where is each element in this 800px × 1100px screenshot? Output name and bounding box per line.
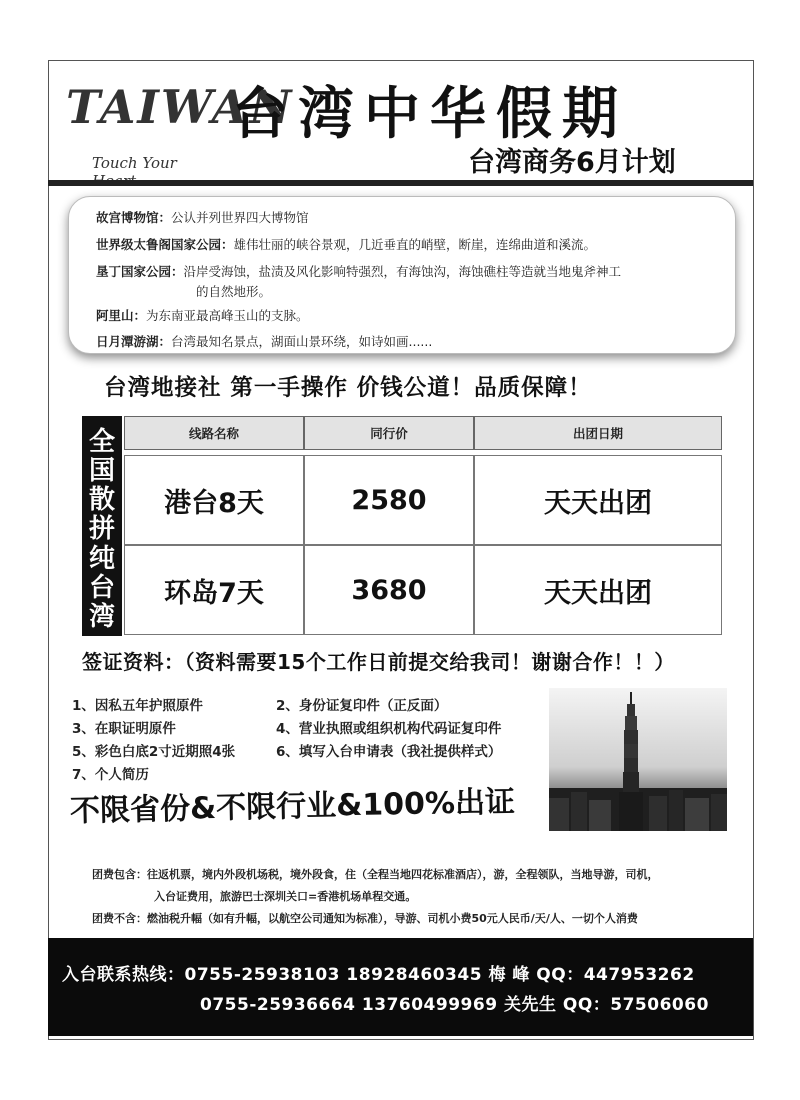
fee-include bbox=[92, 866, 659, 882]
fee-exclude-text: 燃油税升幅（如有升幅，以航空公司通知为标准），导游、司机小费50元人民币/天/人、一切个人消费 bbox=[147, 912, 638, 925]
attraction-desc: 雄伟壮丽的峡谷景观，几近垂直的峭壁，断崖，连绵曲道和溪流。 bbox=[233, 237, 597, 252]
attraction-item bbox=[96, 262, 621, 280]
attraction-name: 日月潭游湖： bbox=[96, 334, 172, 349]
visa-item: 4、营业执照或组织机构代码证复印件 bbox=[276, 721, 502, 737]
schedule-cell: 天天出团 bbox=[474, 455, 722, 545]
column-header-date: 出团日期 bbox=[474, 416, 722, 450]
fee-include-continued: 入台证费用，旅游巴士深圳关口=香港机场单程交通。 bbox=[154, 890, 417, 903]
route-cell: 港台8天 bbox=[124, 455, 304, 545]
taipei-101-photo bbox=[549, 688, 727, 831]
visa-item: 6、填写入台申请表（我社提供样式） bbox=[276, 744, 502, 760]
attraction-desc: 为东南亚最高峰玉山的支脉。 bbox=[146, 308, 309, 323]
contact-line: 入台联系热线：0755-25938103 18928460345 梅 峰 QQ：447953262 bbox=[62, 965, 695, 985]
fee-include-text: 往返机票，境内外段机场税，境外段食，住（全程当地四花标准酒店），游，全程领队，当地导游，司机， bbox=[147, 868, 659, 881]
visa-title: 签证资料：（资料需要15个工作日前提交给我司！谢谢合作！！） bbox=[82, 650, 675, 674]
visa-item: 1、因私五年护照原件 bbox=[72, 698, 203, 714]
page-subtitle: 台湾商务6月计划 bbox=[468, 147, 676, 178]
visa-item: 3、在职证明原件 bbox=[72, 721, 176, 737]
attraction-desc: 台湾最知名景点，湖面山景环绕，如诗如画...... bbox=[171, 334, 433, 349]
column-header-price: 同行价 bbox=[304, 416, 474, 450]
price-cell: 2580 bbox=[304, 455, 474, 545]
attraction-name: 阿里山： bbox=[96, 308, 147, 323]
schedule-cell: 天天出团 bbox=[474, 545, 722, 635]
route-cell: 环岛7天 bbox=[124, 545, 304, 635]
attraction-name: 垦丁国家公园： bbox=[96, 264, 184, 279]
side-label-island: 纯台湾 bbox=[88, 544, 115, 632]
visa-item: 5、彩色白底2寸近期照4张 bbox=[72, 744, 236, 760]
visa-item: 7、个人简历 bbox=[72, 767, 149, 783]
column-header-route: 线路名称 bbox=[124, 416, 304, 450]
attraction-name: 世界级太鲁阁国家公园： bbox=[96, 237, 234, 252]
logo-tagline: Touch Your bbox=[92, 154, 177, 172]
logo-wordmark: TAIWAN bbox=[66, 80, 294, 134]
side-label-group: 全国散拼 bbox=[88, 427, 115, 544]
price-cell: 3680 bbox=[304, 545, 474, 635]
taiwan-logo bbox=[60, 72, 294, 182]
attraction-desc: 沿岸受海蚀，盐渍及风化影响特强烈，有海蚀沟，海蚀礁柱等造就当地鬼斧神工 bbox=[183, 264, 622, 279]
fee-exclude bbox=[92, 910, 638, 926]
fee-exclude-label: 团费不含： bbox=[92, 912, 147, 925]
skyline-illustration bbox=[549, 688, 727, 831]
attraction-item bbox=[96, 235, 596, 253]
attraction-desc: 公认并列世界四大博物馆 bbox=[171, 210, 309, 225]
contact-line: 0755-25936664 13760499969 关先生 QQ：57506060 bbox=[200, 995, 709, 1015]
fee-include-label: 团费包含： bbox=[92, 868, 147, 881]
header-divider bbox=[48, 180, 753, 186]
attraction-desc-continued: 的自然地形。 bbox=[196, 284, 272, 299]
guarantee-banner: 不限省份&不限行业&100%出证 bbox=[69, 784, 516, 829]
attraction-item bbox=[96, 332, 432, 350]
slogan: 台湾地接社 第一手操作 价钱公道！品质保障！ bbox=[104, 375, 592, 401]
attraction-item bbox=[96, 306, 309, 324]
page-title: 台湾中华假期 bbox=[232, 82, 628, 147]
contact-footer bbox=[48, 938, 753, 1036]
visa-item: 2、身份证复印件（正反面） bbox=[276, 698, 448, 714]
attraction-item bbox=[96, 208, 309, 226]
attraction-name: 故宫博物馆： bbox=[96, 210, 172, 225]
